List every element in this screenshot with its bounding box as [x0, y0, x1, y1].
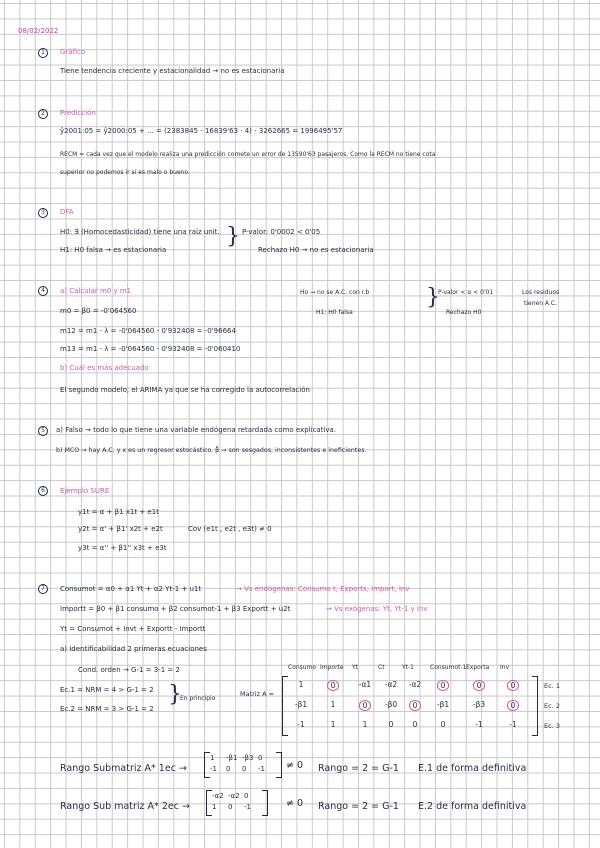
circled-value: 0: [327, 680, 340, 691]
matrix-cell: 0: [412, 720, 418, 729]
circled-value: 0: [409, 700, 422, 711]
matrix-cell: 1: [362, 720, 368, 729]
equation-row-label: Ec. 1: [544, 682, 560, 690]
section-6-title: Ejemplo SURE: [60, 487, 110, 495]
matrix-cell: -1: [509, 720, 517, 729]
m12-line: m12 = m1 - λ = -0'064560 - 0'932408 = -0'96664: [60, 327, 236, 335]
submatrix-cell: -1: [244, 803, 251, 811]
prediction-formula: ŷ2001:05 = ŷ2000:05 + ... = (2383845 - 16839'63 · 4) - 3262665 = 1996495'57: [60, 127, 343, 135]
section-number-3: 3: [38, 208, 48, 218]
matrix-cell: -β3: [472, 700, 486, 709]
order-condition: Cond. orden → G-1 = 3-1 = 2: [78, 666, 180, 674]
submatrix-cell: 0: [244, 792, 249, 800]
rank-1-nonzero: ≠ 0: [286, 760, 304, 771]
matrix-cell: -β0: [384, 700, 398, 709]
endogenous-vars: → Vs endógenas: Consumo t, Exports, Import, Inv: [236, 585, 410, 593]
section-4-b-answer: El segundo modelo, el ARIMA ya que se ha corregido la autocorrelación: [60, 386, 310, 394]
matrix-cell: [404, 700, 426, 711]
sure-eq-1: y1t = α + β1 x1t + e1t: [78, 508, 159, 516]
import-eq: Importt = β0 + β1 consumo + β2 consumot-1 + β3 Exportt + u2t: [60, 605, 291, 613]
section-2-title: Predicción: [60, 109, 96, 117]
ec1-condition: Ec.1 = NRM = 4 > G-1 = 2: [60, 686, 154, 694]
matrix-col-header: Yt: [352, 664, 359, 671]
dfa-brace: }: [226, 224, 240, 249]
matrix-cell: -1: [297, 720, 305, 729]
dfa-h0: H0: ∃ (Homocedasticidad) tiene una raíz unit.: [60, 228, 220, 236]
exogenous-vars: → Vs exógenas: Yt, Yt-1 y Inv: [326, 605, 428, 613]
consumo-eq: Consumot = α0 + α1 Yt + α2 Yt-1 + u1t: [60, 585, 202, 593]
matrix-col-header: Importe: [320, 664, 344, 671]
section-number-1: 1: [38, 48, 48, 58]
submatrix-cell: -α2: [212, 792, 224, 800]
submatrix-cell: -β1: [226, 754, 238, 762]
matrix-cell: -α2: [408, 680, 422, 689]
rank-2-conclusion: E.2 de forma definitiva: [418, 801, 527, 812]
matrix-cell: 0: [388, 720, 394, 729]
matrix-cell: [468, 680, 490, 691]
matrix-cell: -β1: [294, 700, 308, 709]
sure-eq-3: y3t = α'' + β1'' x3t + e3t: [78, 544, 167, 552]
submatrix-cell: 0: [226, 765, 231, 773]
rank-2-rango: Rango = 2 = G-1: [318, 801, 399, 812]
matrix-cell: 1: [330, 720, 336, 729]
sure-cov: Cov (e1t , e2t , e3t) ≠ 0: [188, 525, 272, 533]
identity-eq: Yt = Consumot + Invt + Exportt - Importt: [60, 625, 206, 633]
submatrix-cell: 1: [210, 754, 215, 762]
submatrix-cell: -1: [258, 765, 265, 773]
equation-row-label: Ec. 3: [544, 722, 560, 730]
matrix-cell: -α2: [384, 680, 398, 689]
section-7-a: a) Identificabilidad 2 primeras ecuaciones: [60, 645, 207, 653]
dfa-h1: H1: H0 falsa → es estacionaria: [60, 246, 167, 254]
matrix-cell: [322, 680, 344, 691]
ec2-condition: Ec.2 = NRM = 3 > G-1 = 2: [60, 705, 154, 713]
circled-value: 0: [359, 700, 372, 711]
residual-reject: Rechazo H0: [446, 309, 482, 316]
submatrix-cell: 0: [258, 754, 263, 762]
rank-2-nonzero: ≠ 0: [286, 798, 304, 809]
matrix-cell: 1: [298, 680, 304, 689]
submatrix-cell: 0: [228, 803, 233, 811]
submatrix-cell: 0: [242, 765, 247, 773]
matrix-cell: 0: [440, 720, 446, 729]
matrix-col-header: Exporta: [466, 664, 490, 671]
matrix-col-header: Consumot-1: [430, 664, 467, 671]
section-4-b: b) Cuál es más adecuado: [60, 364, 149, 372]
section-3-title: DFA: [60, 208, 74, 216]
section-number-7: 7: [38, 584, 48, 594]
circled-value: 0: [437, 680, 450, 691]
rank-1-conclusion: E.1 de forma definitiva: [418, 763, 527, 774]
m13-line: m13 = m1 - λ = -0'064560 - 0'932408 = -0'060410: [60, 345, 241, 353]
m0-line: m0 = β0 = -0'064560: [60, 307, 137, 315]
matrix-cell: -β1: [436, 700, 450, 709]
residual-brace: }: [426, 285, 440, 310]
matrix-col-header: Consumo: [288, 664, 317, 671]
section-4-a: a) Calcular m0 y m1: [60, 287, 132, 295]
submatrix-right-bracket: [276, 752, 282, 778]
matrix-right-bracket: [532, 676, 538, 736]
matrix-cell: 1: [330, 700, 336, 709]
residual-h1: H1: H0 falsa: [316, 309, 353, 316]
submatrix-cell: -β3: [242, 754, 254, 762]
dfa-pvalue: P-valor: 0'0002 < 0'05: [242, 228, 321, 236]
matrix-cell: [502, 700, 524, 711]
in-principle-label: En principio: [180, 695, 216, 702]
matrix-cell: [432, 680, 454, 691]
rank-1-label: Rango Submatriz A* 1ec →: [60, 763, 187, 774]
circled-value: 0: [473, 680, 486, 691]
matrix-cell: [502, 680, 524, 691]
section-5-b: b) MCO → hay A.C. y x es un regresor estocástico. β̂ → son sesgados, inconsistentes e ineficientes.: [56, 447, 367, 454]
matrix-cell: -1: [475, 720, 483, 729]
equation-row-label: Ec. 2: [544, 702, 560, 710]
circled-value: 0: [507, 680, 520, 691]
matrix-cell: [354, 700, 376, 711]
rank-2-label: Rango Sub matriz A* 2ec →: [60, 801, 190, 812]
matrix-left-bracket: [282, 676, 288, 736]
section-number-4: 4: [38, 286, 48, 296]
residual-pvalue: P-valor < α < 0'01: [438, 289, 494, 296]
submatrix-right-bracket: [262, 790, 268, 816]
circled-value: 0: [507, 700, 520, 711]
submatrix-cell: -1: [210, 765, 217, 773]
section-1-title: Gráfico: [60, 48, 86, 56]
matrix-col-header: Yt-1: [402, 664, 414, 671]
residual-h0: Ho → no se A.C. con r.b: [300, 289, 370, 296]
matrix-cell: -α1: [358, 680, 372, 689]
rank-1-rango: Rango = 2 = G-1: [318, 763, 399, 774]
section-number-5: 5: [38, 426, 48, 436]
section-1-text: Tiene tendencia creciente y estacionalidad → no es estacionaria: [60, 67, 285, 75]
condition-brace: }: [168, 682, 182, 707]
recm-line-1: RECM = cada vez que el modelo realiza una predicción comete un error de 13590'63 pasajeros. Como la RECM no tiene cota: [60, 151, 436, 158]
matrix-col-header: Inv: [500, 664, 510, 671]
section-number-2: 2: [38, 109, 48, 119]
residual-note-1: Los residuos: [522, 289, 560, 296]
residual-note-2: tienen A.C.: [524, 300, 557, 307]
recm-line-2: superior no podemos ir si es malo o bueno.: [60, 169, 190, 176]
submatrix-cell: 1: [212, 803, 217, 811]
submatrix-cell: -α2: [228, 792, 240, 800]
section-5-a: a) Falso → todo lo que tiene una variable endógena retardada como explicativa.: [56, 426, 337, 434]
matrix-col-header: Ct: [378, 664, 385, 671]
section-number-6: 6: [38, 486, 48, 496]
page-date: 08/02/2022: [18, 27, 59, 35]
matrix-label: Matriz A =: [240, 690, 275, 698]
sure-eq-2: y2t = α' + β1' x2t + e2t: [78, 525, 163, 533]
dfa-reject: Rechazo H0 → no es estacionaria: [258, 246, 374, 254]
